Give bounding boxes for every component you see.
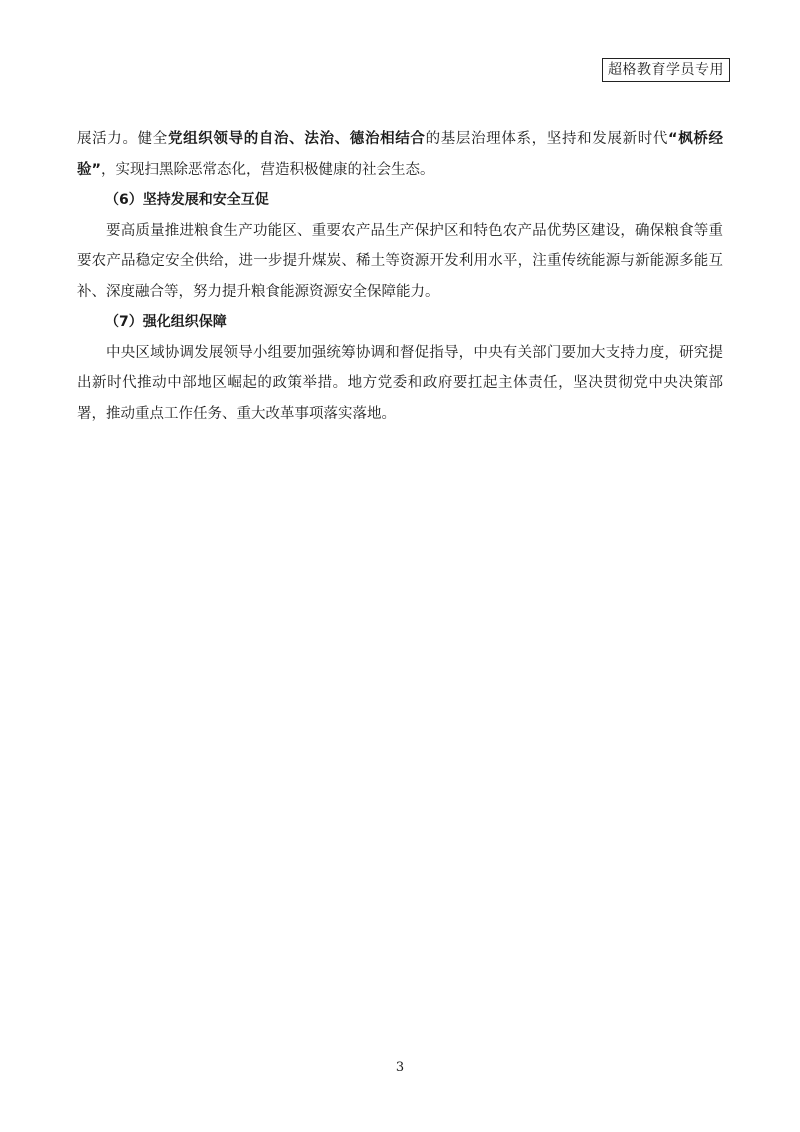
paragraph-governance xyxy=(77,124,723,185)
text-run: 展活力。健全 xyxy=(77,131,168,147)
document-body xyxy=(77,124,723,429)
bold-phrase: “枫桥经验” xyxy=(77,131,724,178)
text-run: ，实现扫黑除恶常态化，营造积极健康的社会生态。 xyxy=(101,161,435,178)
text-run: 的基层治理体系，坚持和发展新时代 xyxy=(425,131,669,147)
page-number: 3 xyxy=(395,1060,405,1075)
header-badge: 超格教育学员专用 xyxy=(602,58,730,82)
bold-phrase: 党组织领导的自治、法治、德治相结合 xyxy=(167,131,426,147)
paragraph-organization: 中央区域协调发展领导小组要加强统筹协调和督促指导，中央有关部门要加大支持力度，研究提出新时代推动中部地区崛起的政策举措。地方党委和政府要扛起主体责任，坚决贯彻党中央决策部署，推动重点工作任务、重大改革事项落实落地。 xyxy=(77,344,723,422)
section-heading-6: （6）坚持发展和安全互促 xyxy=(105,192,269,208)
section-heading-7: （7）强化组织保障 xyxy=(105,314,227,330)
paragraph-security: 要高质量推进粮食生产功能区、重要农产品生产保护区和特色农产品优势区建设，确保粮食等重要农产品稳定安全供给，进一步提升煤炭、稀土等资源开发利用水平，注重传统能源与新能源多能互补、深度融合等，努力提升粮食能源资源安全保障能力。 xyxy=(77,222,723,300)
